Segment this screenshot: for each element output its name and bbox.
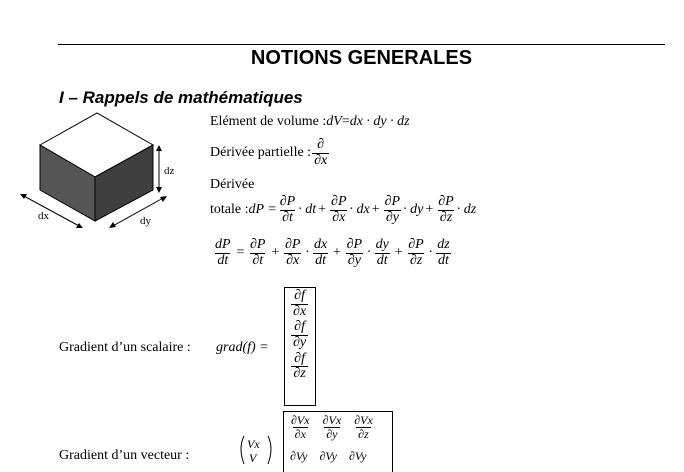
cube-label-dy: dy — [140, 215, 151, 227]
chain-lhs: $\frac{dP}{dt}$ — [215, 237, 231, 268]
volume-rhs: dx · dy · dz — [349, 114, 410, 129]
total-term-2-frac: $\frac{\partial P}{\partial x}$ — [331, 194, 347, 225]
gradient-vector-row2 — [290, 450, 366, 462]
grad-dfdy: $\frac{\partial f}{\partial y}$ — [293, 319, 307, 351]
gv-r2c2: ∂Vy — [319, 449, 337, 463]
gv-r1c2: $\frac{\partial Vx}{\partial y}$ — [322, 413, 342, 441]
total-derivative-line — [210, 195, 476, 225]
partial-label: Dérivée partielle : — [210, 145, 312, 161]
chain-eq: = — [235, 245, 246, 261]
gradient-vector-label: Gradient d’un vecteur : — [59, 448, 190, 463]
header-rule — [58, 44, 665, 45]
chain-dot-2: · — [367, 245, 371, 261]
cube-label-dx: dx — [38, 210, 49, 222]
gradient-scalar-col — [290, 289, 309, 382]
partial-fraction: $\frac{\partial}{\partial x}$ — [314, 137, 328, 168]
total-term-4-tail: · dz — [456, 202, 477, 218]
gradient-scalar-lhs: grad(f) = — [216, 340, 269, 355]
volume-dv: dV — [326, 114, 342, 129]
volume-eq: = — [341, 114, 350, 129]
gv-r1c3: $\frac{\partial Vx}{\partial z}$ — [354, 413, 373, 441]
volume-element-line — [210, 115, 410, 129]
gv-r2c1: ∂Vy — [290, 449, 308, 463]
total-lhs: dP = — [248, 202, 277, 218]
chain-plus-1: + — [270, 245, 280, 261]
gradient-scalar-label: Gradient d’un scalaire : — [59, 340, 191, 355]
chain-rule-line — [212, 238, 453, 268]
chain-plus-2: + — [332, 245, 342, 261]
chain-t4: $\frac{\partial P}{\partial z}$ — [408, 237, 424, 268]
gradient-vector-row1 — [288, 414, 376, 440]
total-term-2-tail: · dx — [349, 202, 370, 218]
cube-label-dz: dz — [164, 165, 175, 177]
gv-r1c1: $\frac{\partial Vx}{\partial x}$ — [291, 413, 310, 441]
total-term-1-frac: $\frac{\partial P}{\partial t}$ — [279, 194, 296, 225]
partial-derivative-line — [210, 138, 330, 168]
page-title: NOTIONS GENERALES — [250, 47, 473, 69]
total-term-3-frac: $\frac{\partial P}{\partial y}$ — [384, 194, 401, 225]
volume-label: Elément de volume : — [210, 114, 327, 129]
vector-v: V — [249, 451, 257, 465]
chain-plus-3: + — [393, 245, 404, 261]
total-term-3-tail: · dy — [403, 202, 424, 218]
chain-t3b: $\frac{dy}{dt}$ — [375, 237, 389, 268]
total-op-2: + — [371, 202, 380, 218]
total-derivative-label-1: Dérivée — [210, 177, 255, 192]
chain-t2: $\frac{\partial P}{\partial x}$ — [284, 237, 301, 268]
grad-dfdx: $\frac{\partial f}{\partial x}$ — [293, 288, 307, 319]
chain-t2b: $\frac{dx}{dt}$ — [313, 237, 328, 268]
chain-dot-1: · — [305, 245, 309, 261]
chain-t4b: $\frac{dz}{dt}$ — [437, 237, 450, 268]
total-term-4-frac: $\frac{\partial P}{\partial z}$ — [438, 194, 454, 225]
total-op-1: + — [318, 202, 327, 218]
chain-dot-3: · — [428, 245, 433, 261]
section-heading: I – Rappels de mathématiques — [59, 88, 303, 107]
total-label: totale : — [210, 202, 249, 218]
grad-dfdz: $\frac{\partial f}{\partial z}$ — [293, 350, 306, 382]
vector-vx: Vx — [247, 437, 260, 451]
total-term-1-tail: · dt — [298, 202, 317, 218]
chain-t3: $\frac{\partial P}{\partial y}$ — [346, 237, 363, 268]
gv-r2c3: ∂Vy — [348, 449, 367, 463]
total-op-3: + — [425, 202, 434, 218]
chain-t1: $\frac{\partial P}{\partial t}$ — [250, 237, 266, 268]
